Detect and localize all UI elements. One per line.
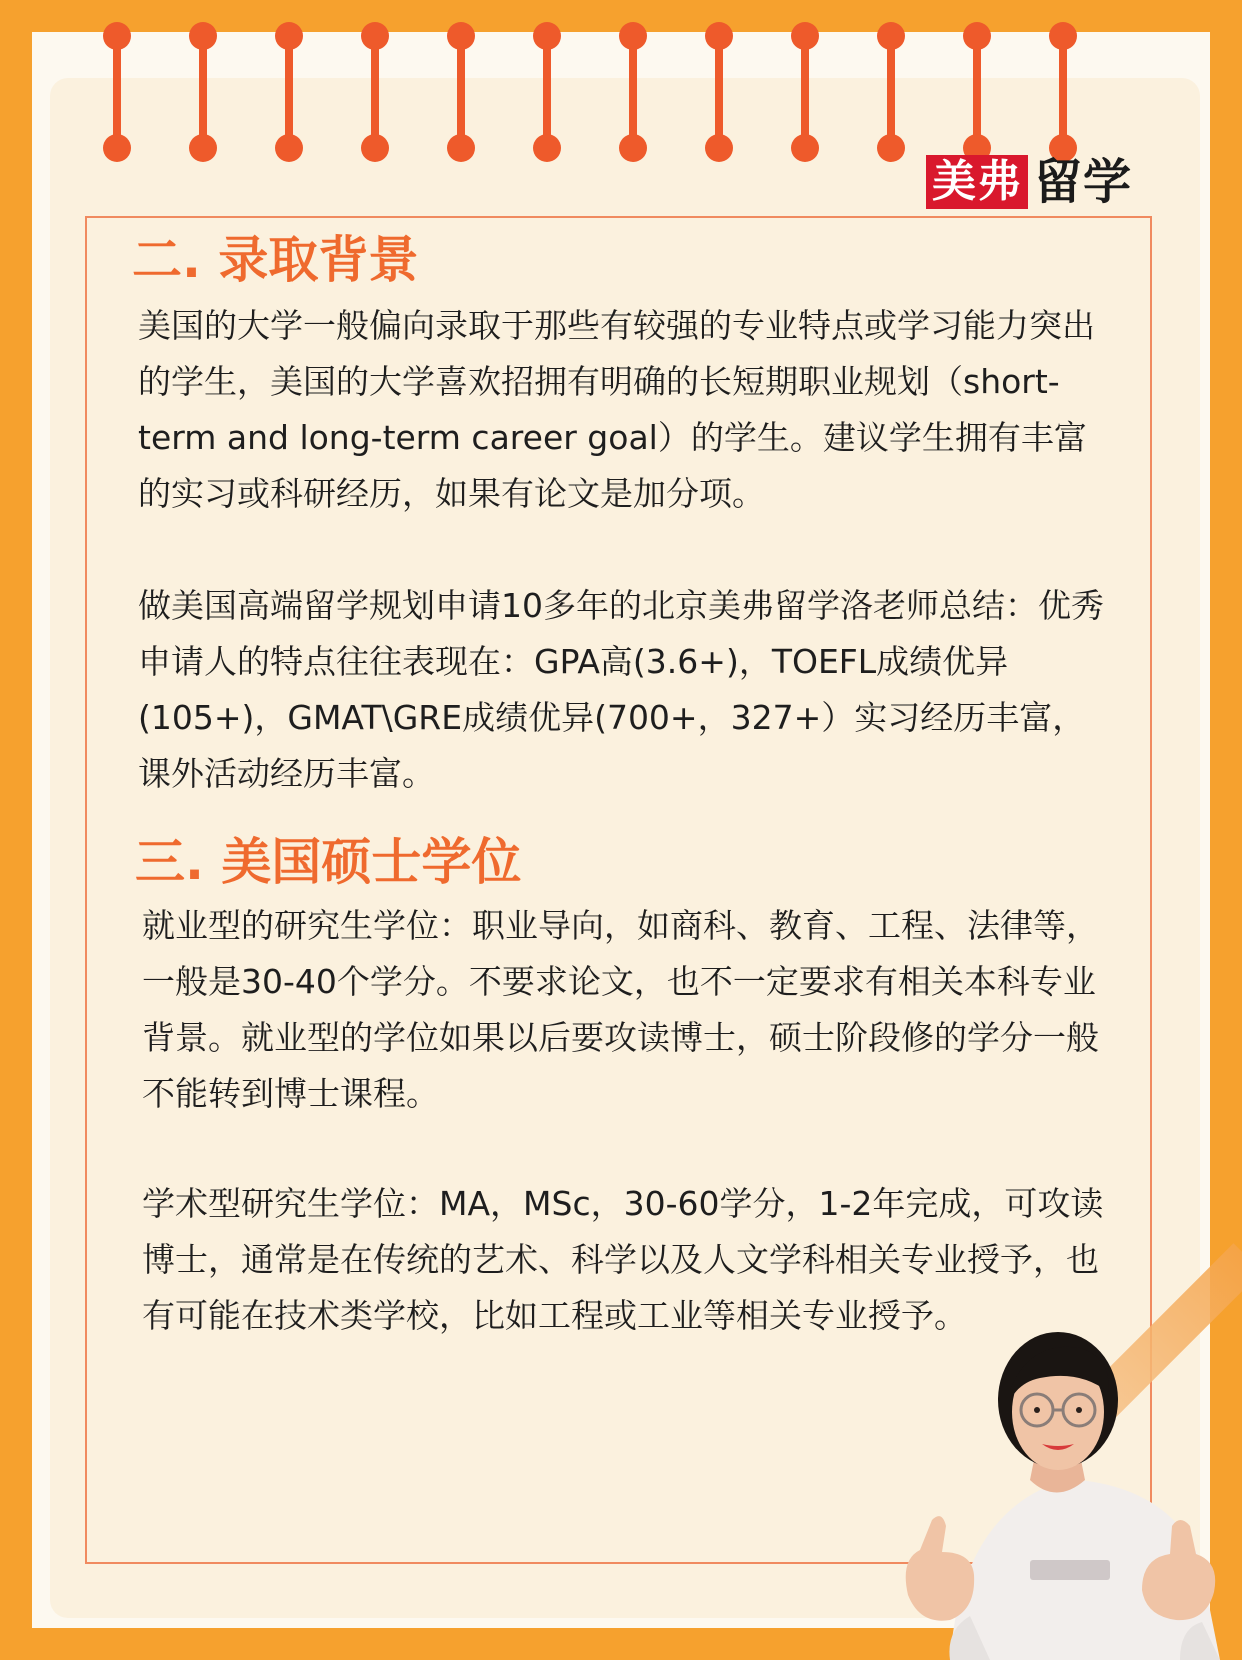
binder-ring-icon <box>361 22 389 162</box>
paragraph-masters-1: 就业型的研究生学位：职业导向，如商科、教育、工程、法律等，一般是30-40个学分。不要求论文，也不一定要求有相关本科专业背景。就业型的学位如果以后要攻读博士，硕士阶段修的学分一般不能转到博士课程。 <box>142 906 1099 1113</box>
paragraph-masters-2: 学术型研究生学位：MA，MSc，30-60学分，1-2年完成，可攻读博士，通常是在传统的艺术、科学以及人文学科相关专业授予，也有可能在技术类学校，比如工程或工业等相关专业授予。 <box>142 1184 1104 1335</box>
logo-red-text: 美弗 <box>926 155 1028 209</box>
section-heading-masters: 三. 美国硕士学位 <box>135 833 522 891</box>
paragraph-admission-2: 做美国高端留学规划申请10多年的北京美弗留学洛老师总结：优秀申请人的特点往往表现在：GPA高(3.6+)，TOEFL成绩优异(105+)，GMAT\GRE成绩优异(700+，327+）实习经历丰富，课外活动经历丰富。 <box>138 586 1104 793</box>
section-heading-admission: 二. 录取背景 <box>132 231 419 289</box>
binder-ring-icon <box>189 22 217 162</box>
binder-ring-icon <box>533 22 561 162</box>
binder-ring-icon <box>1049 22 1077 162</box>
binder-ring-icon <box>103 22 131 162</box>
binder-ring-icon <box>705 22 733 162</box>
binder-ring-icon <box>275 22 303 162</box>
binder-ring-icon <box>619 22 647 162</box>
binder-ring-icon <box>963 22 991 162</box>
binder-ring-icon <box>447 22 475 162</box>
paragraph-admission-1: 美国的大学一般偏向录取于那些有较强的专业特点或学习能力突出的学生，美国的大学喜欢招拥有明确的长短期职业规划（short-term and long-term career goal）的学生。建议学生拥有丰富的实习或科研经历，如果有论文是加分项。 <box>138 306 1095 513</box>
teacher-thumbs-up-photo <box>880 1330 1242 1660</box>
binder-ring-icon <box>791 22 819 162</box>
brand-logo <box>926 154 1132 210</box>
logo-black-text: 留学 <box>1034 154 1133 210</box>
binder-ring-icon <box>877 22 905 162</box>
